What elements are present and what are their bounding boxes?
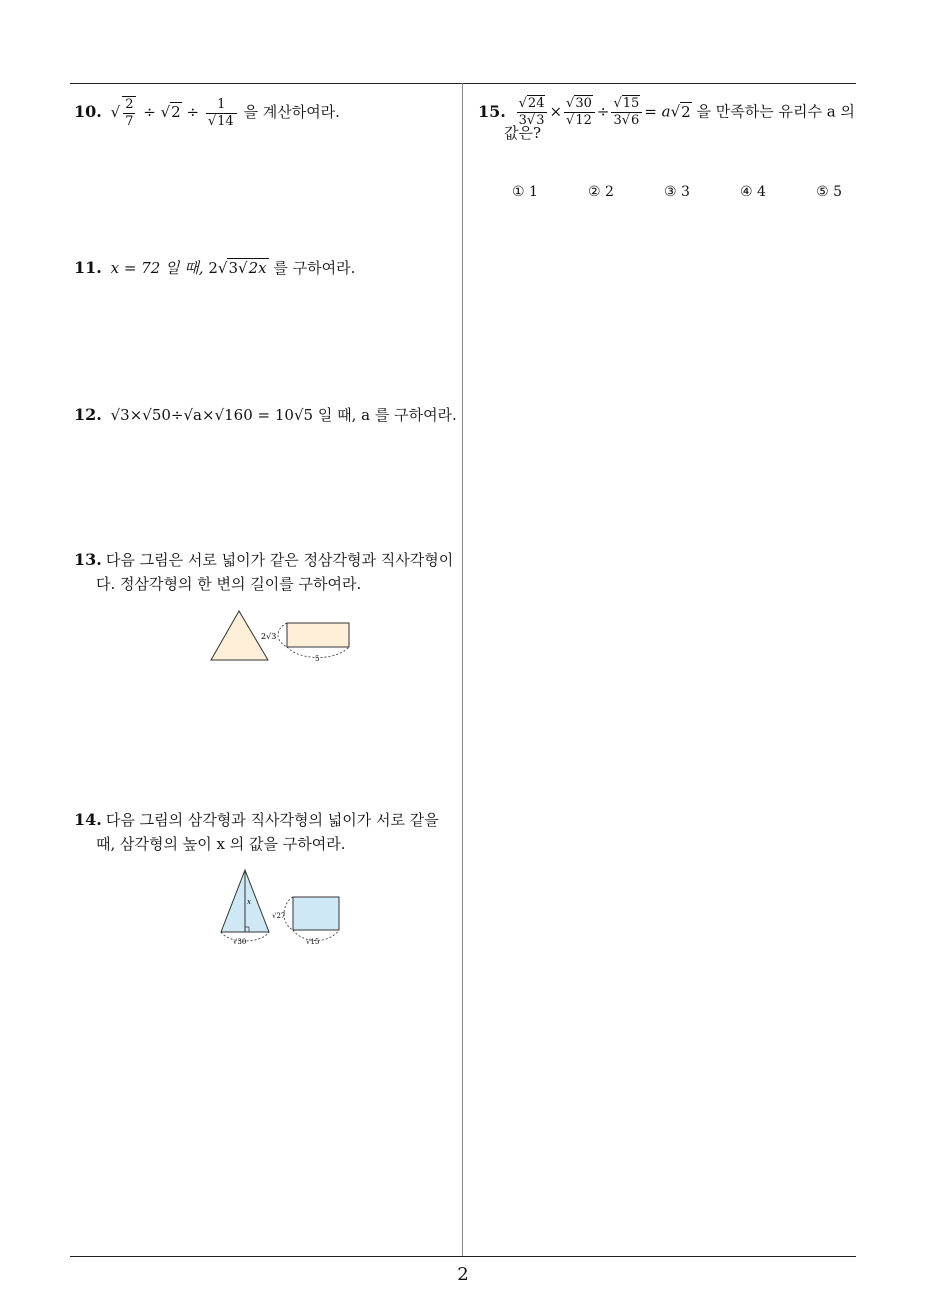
question-15: 15. $\frac{√24}{3√3}$ × $\frac{√30}{√12}$ ÷ $\frac{√15}{3√6}$ = a√2 을 만족하는 유리수 a 의 값은? <box>478 96 862 145</box>
question-line-2: 값은? <box>504 124 542 142</box>
rect-width-label: √15 <box>306 938 320 946</box>
question-line-1: 다음 그림의 삼각형과 직사각형의 넓이가 서로 같을 <box>105 811 439 829</box>
choice-2[interactable]: ② 2 <box>588 184 614 200</box>
fraction: $\frac{√30}{√12}$ <box>564 96 595 129</box>
question-text: 를 구하여라. <box>268 259 356 277</box>
question-number: 10. <box>74 102 102 121</box>
height-label: 2√3 <box>261 632 277 641</box>
column-divider <box>462 83 463 1257</box>
choice-3[interactable]: ③ 3 <box>664 184 690 200</box>
question-12: 12. √3×√50÷√a×√160 = 10√5 일 때, a 를 구하여라. <box>74 405 457 424</box>
choice-1[interactable]: ① 1 <box>512 184 538 200</box>
rect-height-label: √27 <box>272 912 286 920</box>
fraction: $\frac{1}{√14}$ <box>206 97 237 130</box>
fraction: $\frac{√15}{3√6}$ <box>611 96 642 129</box>
question-text: 일 때, a 를 구하여라. <box>313 406 457 424</box>
figure-triangle-rectangle <box>205 605 355 667</box>
page-number: 2 <box>457 1264 469 1285</box>
choice-5[interactable]: ⑤ 5 <box>816 184 842 200</box>
question-line-2: 때, 삼각형의 높이 x 의 값을 구하여라. <box>96 835 346 853</box>
question-number: 15. <box>478 101 506 121</box>
fraction: $\frac{√24}{3√3}$ <box>517 96 548 129</box>
question-line-2: 다. 정삼각형의 한 변의 길이를 구하여라. <box>96 575 362 593</box>
figure-triangle-rectangle-2 <box>215 864 345 948</box>
question-11: 11. x = 72 일 때, 2√3√2x 를 구하여라. <box>74 258 356 277</box>
question-number: 13. <box>74 550 102 569</box>
question-number: 11. <box>74 258 102 277</box>
answer-choices <box>512 184 842 200</box>
base-label: √30 <box>233 938 247 946</box>
question-14 <box>74 808 460 856</box>
question-prefix: x = 72 일 때, <box>110 259 209 277</box>
question-number: 14. <box>74 810 102 829</box>
question-number: 12. <box>74 405 102 424</box>
question-13 <box>74 548 460 596</box>
height-x-label: x <box>247 898 251 906</box>
question-line-1: 다음 그림은 서로 넓이가 같은 정삼각형과 직사각형이 <box>105 551 454 569</box>
question-10: 10. √ $\frac{2}{7}$ ÷ √2 ÷ $\frac{1}{√14}$ 을 계산하여라. <box>74 96 340 129</box>
top-rule <box>70 83 856 84</box>
choice-4[interactable]: ④ 4 <box>740 184 766 200</box>
width-label: 5 <box>315 655 320 663</box>
math-expression: 3×√50÷√a×√160 = 10√5 <box>120 406 314 424</box>
fraction: $\frac{2}{7}$ <box>122 96 136 130</box>
bottom-rule <box>70 1256 856 1257</box>
question-text: 을 만족하는 유리수 a 의 <box>696 102 855 121</box>
question-text: 을 계산하여라. <box>243 103 340 121</box>
